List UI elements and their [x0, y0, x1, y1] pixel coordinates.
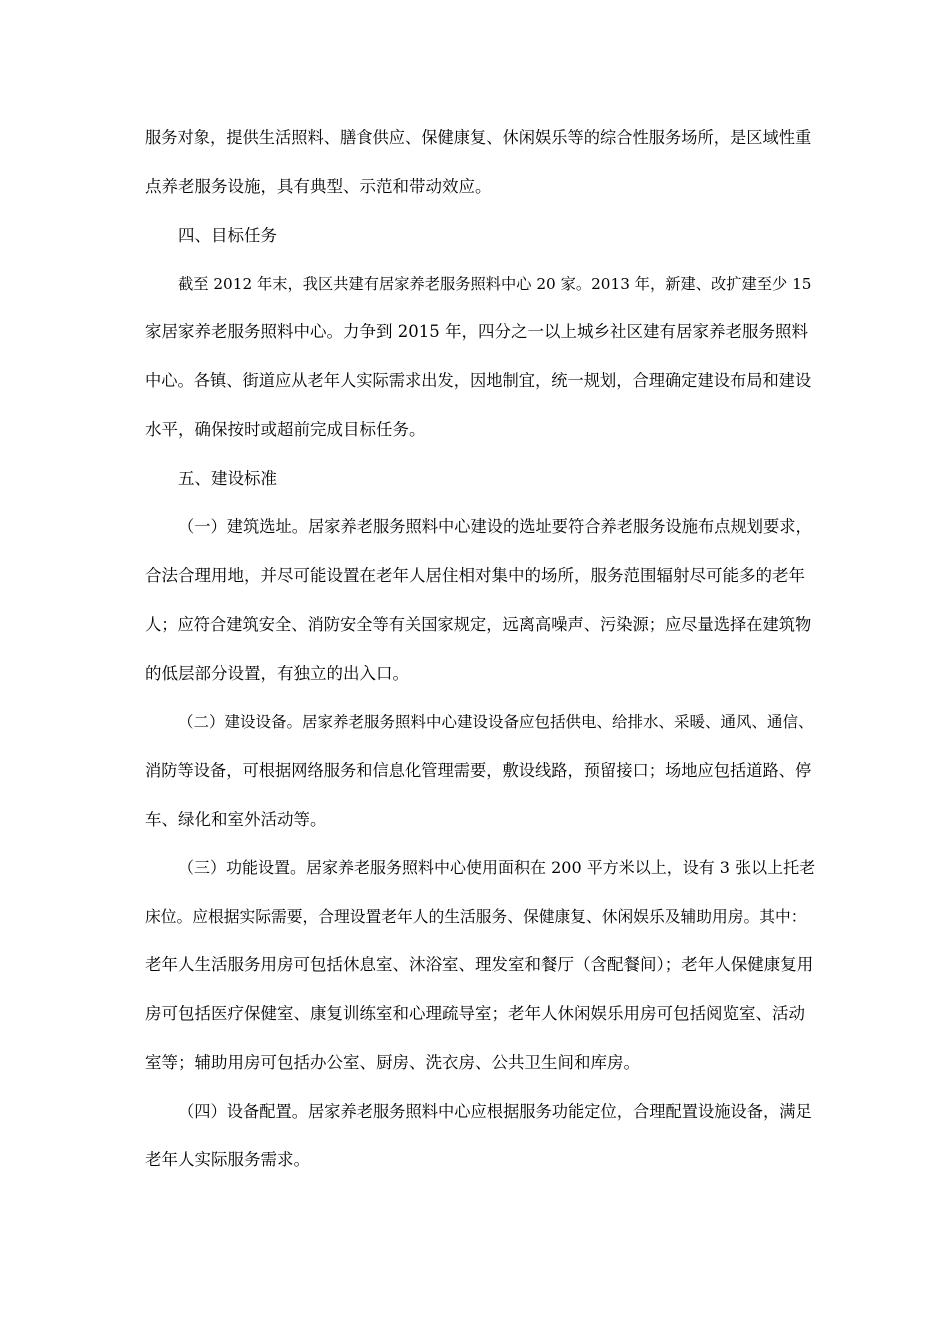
- section-heading: 五、建设标准: [178, 469, 277, 488]
- text-line: （一）建筑选址。居家养老服务照料中心建设的选址要符合养老服务设施布点规划要求，: [178, 517, 812, 536]
- text-line: 人；应符合建筑安全、消防安全等有关国家规定，远离高噪声、污染源；应尽量选择在建筑物: [145, 615, 812, 634]
- text-line: 室等；辅助用房可包括办公室、厨房、洗衣房、公共卫生间和库房。: [145, 1053, 640, 1072]
- text-line: 床位。应根据实际需要，合理设置老年人的生活服务、保健康复、休闲娱乐及辅助用房。其中：: [145, 907, 807, 926]
- text-line: （三）功能设置。居家养老服务照料中心使用面积在 200 平方米以上，设有 3 张以上托老: [178, 858, 816, 877]
- text-line: 老年人实际服务需求。: [145, 1150, 310, 1169]
- text-line: 中心。各镇、街道应从老年人实际需求出发，因地制宜，统一规划，合理确定建设布局和建设: [145, 371, 812, 390]
- text-line: 水平，确保按时或超前完成目标任务。: [145, 420, 426, 439]
- text-line: （四）设备配置。居家养老服务照料中心应根据服务功能定位，合理配置设施设备，满足: [178, 1102, 812, 1121]
- text-line: 服务对象，提供生活照料、膳食供应、保健康复、休闲娱乐等的综合性服务场所，是区域性重: [145, 128, 812, 147]
- text-line: 合法合理用地，并尽可能设置在老年人居住相对集中的场所，服务范围辐射尽可能多的老年: [145, 566, 805, 585]
- text-line: （二）建设设备。居家养老服务照料中心建设设备应包括供电、给排水、采暖、通风、通信、: [178, 713, 814, 731]
- text-line: 的低层部分设置，有独立的出入口。: [145, 664, 409, 683]
- text-line: 老年人生活服务用房可包括休息室、沐浴室、理发室和餐厅（含配餐间）；老年人保健康复用: [145, 955, 814, 974]
- text-line: 家居家养老服务照料中心。力争到 2015 年，四分之一以上城乡社区建有居家养老服务照料: [145, 322, 808, 341]
- text-line: 房可包括医疗保健室、康复训练室和心理疏导室；老年人休闲娱乐用房可包括阅览室、活动: [145, 1004, 805, 1023]
- section-heading: 四、目标任务: [178, 226, 277, 245]
- text-line: 点养老服务设施，具有典型、示范和带动效应。: [145, 177, 492, 196]
- text-line: 消防等设备，可根据网络服务和信息化管理需要，敷设线路，预留接口；场地应包括道路、停: [145, 761, 812, 780]
- text-line: 车、绿化和室外活动等。: [145, 810, 327, 829]
- text-line: 截至 2012 年末，我区共建有居家养老服务照料中心 20 家。2013 年，新建、改扩建至少 15: [178, 275, 812, 293]
